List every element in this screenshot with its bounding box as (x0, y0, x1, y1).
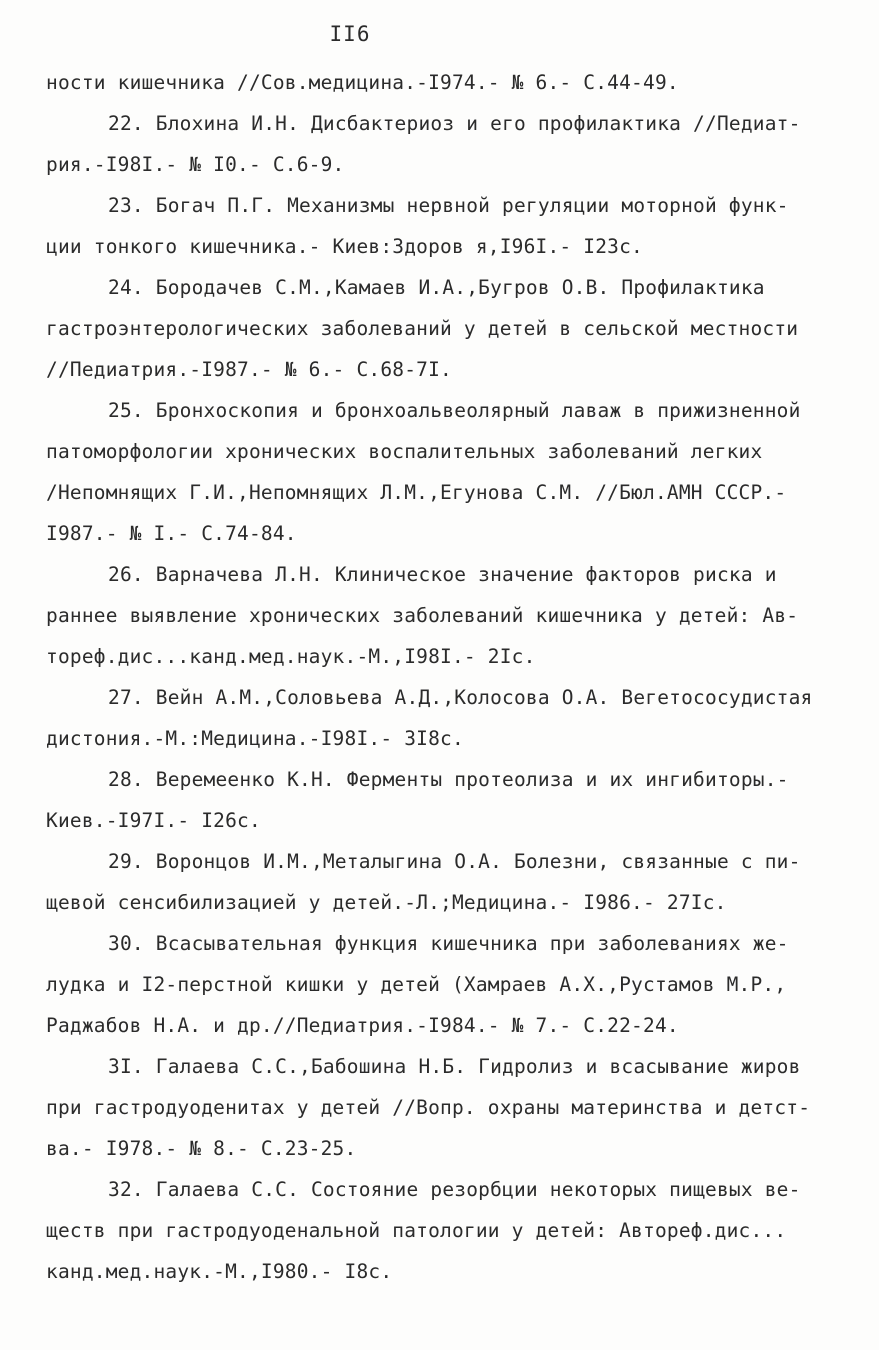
reference-line: 3I. Галаева С.С.,Бабошина Н.Б. Гидролиз и всасывание жиров (108, 1055, 801, 1078)
reference-line: Раджабов Н.А. и др.//Педиатрия.-I984.- № 7.- С.22-24. (46, 1014, 679, 1037)
reference-line: 30. Всасывательная функция кишечника при заболеваниях же- (108, 932, 789, 955)
reference-line: 29. Воронцов И.М.,Металыгина О.А. Болезни, связанные с пи- (108, 850, 801, 873)
reference-line: канд.мед.наук.-М.,I980.- I8с. (46, 1260, 393, 1283)
reference-line: 23. Богач П.Г. Механизмы нервной регуляции моторной функ- (108, 194, 789, 217)
reference-line: 27. Вейн А.М.,Соловьева А.Д.,Колосова О.А. Вегетососудистая (108, 686, 813, 709)
reference-line: гастроэнтерологических заболеваний у детей в сельской местности (46, 317, 799, 340)
reference-line: ва.- I978.- № 8.- С.23-25. (46, 1137, 357, 1160)
reference-line: при гастродуоденитах у детей //Вопр. охраны материнства и детст- (46, 1096, 811, 1119)
page-number: II6 (329, 22, 371, 46)
reference-line: 28. Веремеенко К.Н. Ферменты протеолиза и их ингибиторы.- (108, 768, 789, 791)
reference-line: /Непомнящих Г.И.,Непомнящих Л.М.,Егунова С.М. //Бюл.АМН СССР.- (46, 481, 787, 504)
reference-line: 22. Блохина И.Н. Дисбактериоз и его профилактика //Педиат- (108, 112, 801, 135)
reference-line: патоморфологии хронических воспалительных заболеваний легких (46, 440, 763, 463)
reference-line: щевой сенсибилизацией у детей.-Л.;Медицина.- I986.- 27Iс. (46, 891, 727, 914)
reference-line: лудка и I2-перстной кишки у детей (Хамраев А.Х.,Рустамов М.Р., (46, 973, 787, 996)
reference-line: дистония.-М.:Медицина.-I98I.- 3I8с. (46, 727, 464, 750)
reference-line: //Педиатрия.-I987.- № 6.- С.68-7I. (46, 358, 452, 381)
reference-line: ции тонкого кишечника.- Киев:Здоров я,I96I.- I23с. (46, 235, 643, 258)
reference-line: Киев.-I97I.- I26с. (46, 809, 261, 832)
reference-line: тореф.дис...канд.мед.наук.-М.,I98I.- 2Iс. (46, 645, 536, 668)
reference-line: 26. Варначева Л.Н. Клиническое значение факторов риска и (108, 563, 777, 586)
reference-line: раннее выявление хронических заболеваний кишечника у детей: Ав- (46, 604, 799, 627)
reference-line: 25. Бронхоскопия и бронхоальвеолярный лаваж в прижизненной (108, 399, 801, 422)
reference-line: 24. Бородачев С.М.,Камаев И.А.,Бугров О.В. Профилактика (108, 276, 765, 299)
reference-line: рия.-I98I.- № I0.- С.6-9. (46, 153, 345, 176)
reference-line: 32. Галаева С.С. Состояние резорбции некоторых пищевых ве- (108, 1178, 801, 1201)
reference-list (46, 62, 836, 1292)
reference-line: ществ при гастродуоденальной патологии у детей: Автореф.дис... (46, 1219, 787, 1242)
reference-line: I987.- № I.- С.74-84. (46, 522, 297, 545)
reference-line: ности кишечника //Сов.медицина.-I974.- № 6.- С.44-49. (46, 71, 679, 94)
